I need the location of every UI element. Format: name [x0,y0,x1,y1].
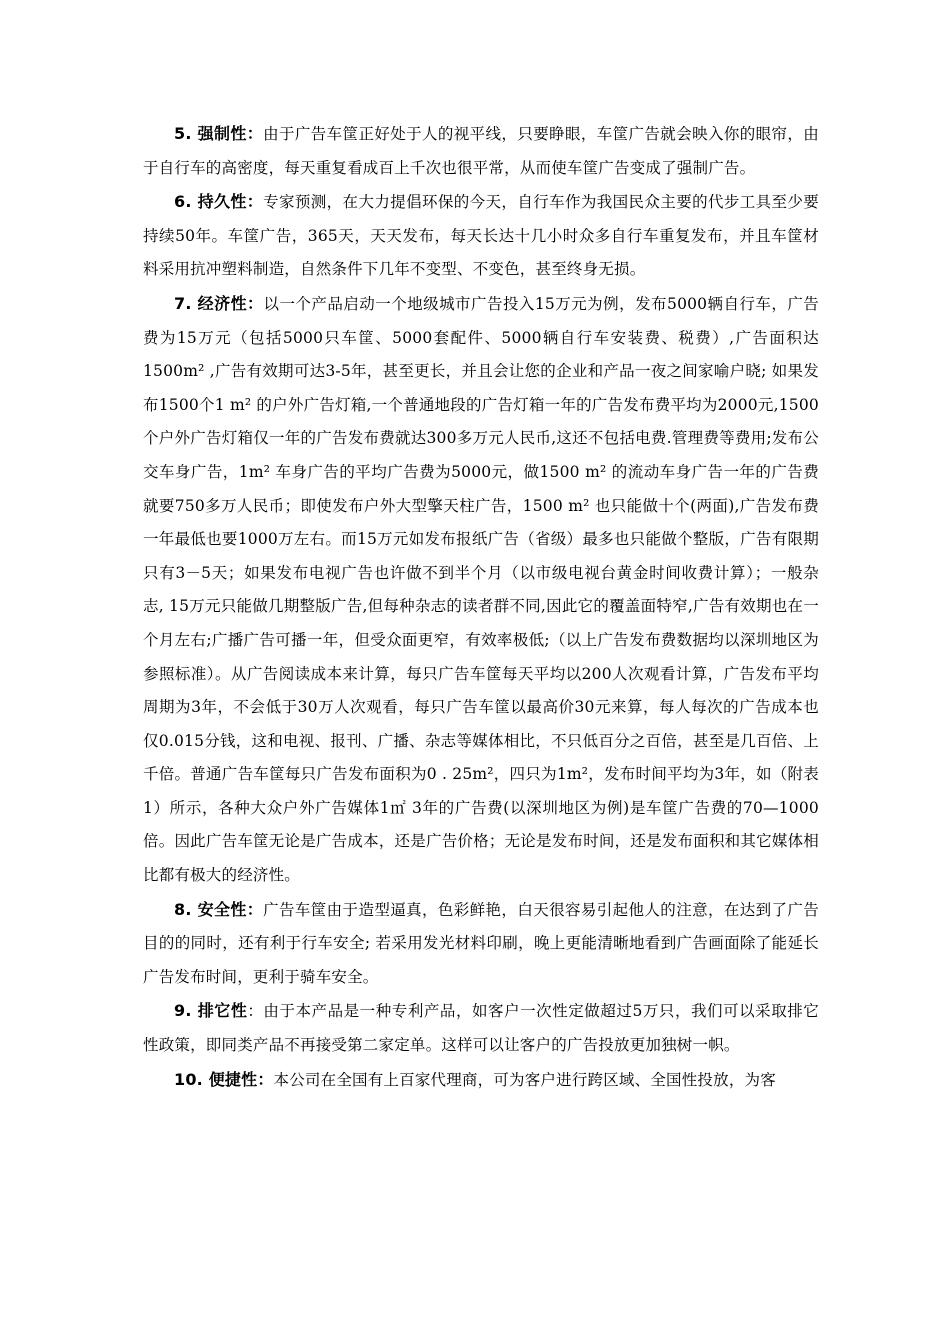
section-paragraph-10 [143,1063,819,1098]
section-heading-8: 8. 安全性： [174,899,264,919]
section-text-8: 广告车筐由于造型逼真，色彩鲜艳，白天很容易引起他人的注意，在达到了广告目的的同时，还有利于行车安全; 若采用发光材料印刷，晚上更能清晰地看到广告画面除了能延长广告发布时间，更利于骑车安全。 [143,900,819,986]
section-text-9: ：由于本产品是一种专利产品，如客户一次性定做超过5万只，我们可以采取排它性政策，即同类产品不再接受第二家定单。这样可以让客户的广告投放更加独树一帜。 [143,1002,819,1055]
section-heading-5: 5. 强制性： [174,124,264,143]
section-heading-10: 10. 便捷性： [174,1069,274,1089]
section-heading-6: 6. 持久性： [174,192,264,212]
section-text-10: 本公司在全国有上百家代理商，可为客户进行跨区域、全国性投放，为客 [273,1070,776,1089]
section-paragraph-5 [143,117,819,185]
section-heading-9: 9. 排它性 [174,1001,248,1021]
section-paragraph-6 [143,185,819,287]
section-paragraph-7 [143,287,819,893]
section-text-6: 专家预测，在大力提倡环保的今天，自行车作为我国民众主要的代步工具至少要持续50年。车筐广告，365天，天天发布，每天长达十几小时众多自行车重复发布，并且车筐材料采用抗冲塑料制造，自然条件下几年不变型、不变色，甚至终身无损。 [143,193,819,279]
section-paragraph-8 [143,893,819,995]
section-text-7: 以一个产品启动一个地级城市广告投入15万元为例，发布5000辆自行车，广告费为15万元（包括5000只车筐、5000套配件、5000辆自行车安装费、税费）,广告面积达1500m² ,广告有效期可达3-5年，甚至更长，并且会让您的企业和产品一夜之间家喻户晓; 如果发布1500个1 m² 的户外广告灯箱,一个普通地段的广告灯箱一年的广告发布费平均为2000元,1500个户外广告灯箱仅一年的广告发布费就达300多万元人民币,这还不包括电费.管理费等费用;发布公交车身广告，1m² 车身广告的平均广告费为5000元，做1500 m² 的流动车身广告一年的广告费就要750多万人民币；即使发布户外大型擎天柱广告，1500 m² 也只能做十个(两面),广告发布费一年最低也要1000万左右。而15万元如发布报纸广告（省级）最多也只能做个整版，广告有限期只有3－5天；如果发布电视广告也许做不到半个月（以市级电视台黄金时间收费计算）；一般杂志, 15万元只能做几期整版广告,但每种杂志的读者群不同,因此它的覆盖面特窄,广告有效期也在一个月左右;广播广告可播一年，但受众面更窄，有效率极低;（以上广告发布费数据均以深圳地区为参照标准）。从广告阅读成本来计算，每只广告车筐每天平均以200人次观看计算，广告发布平均周期为3年，不会低于30万人次观看，每只广告车筐以最高价30元来算，每人每次的广告成本也仅0.015分钱，这和电视、报刊、广播、杂志等媒体相比，不只低百分之百倍，甚至是几百倍、上千倍。普通广告车筐每只广告发布面积为0 . 25m²，四只为1m²，发布时间平均为3年，如（附表1）所示，各种大众户外广告媒体1㎡ 3年的广告费(以深圳地区为例)是车筐广告费的70—1000倍。因此广告车筐无论是广告成本，还是广告价格；无论是发布时间，还是发布面积和其它媒体相比都有极大的经济性。 [143,294,819,885]
section-paragraph-9 [143,994,819,1062]
section-text-5: 由于广告车筐正好处于人的视平线，只要睁眼，车筐广告就会映入你的眼帘，由于自行车的高密度，每天重复看成百上千次也很平常，从而使车筐广告变成了强制广告。 [143,125,819,177]
document-body [143,117,819,1097]
section-heading-7: 7. 经济性： [174,293,264,313]
